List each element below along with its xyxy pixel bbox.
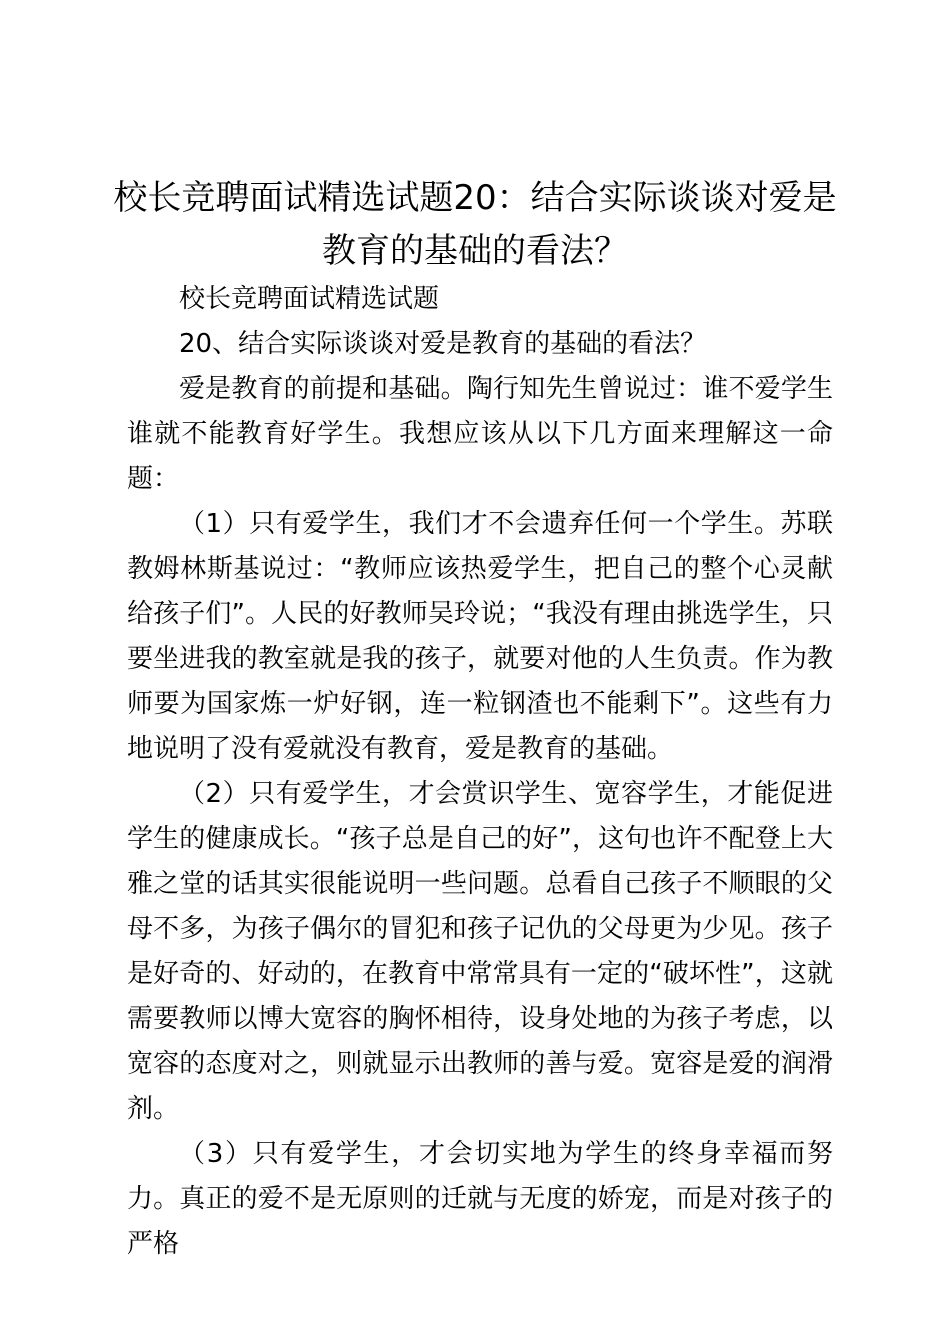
body-paragraph: 爱是教育的前提和基础。陶行知先生曾说过：谁不爱学生谁就不能教育好学生。我想应该从以下几方面来理解这一命题： bbox=[127, 374, 833, 494]
body-paragraph: 校长竞聘面试精选试题 bbox=[179, 284, 440, 314]
body-paragraph: （3）只有爱学生，才会切实地为学生的终身幸福而努力。真正的爱不是无原则的迁就与无度的娇宠，而是对孩子的严格 bbox=[127, 1139, 833, 1259]
body-paragraph: 20、结合实际谈谈对爱是教育的基础的看法？ bbox=[179, 329, 707, 359]
body-paragraph: （1）只有爱学生，我们才不会遗弃任何一个学生。苏联教姆林斯基说过：“教师应该热爱学生，把自己的整个心灵献给孩子们”。人民的好教师吴玲说；“我没有理由挑选学生，只要坐进我的教室就是我的孩子，就要对他的人生负责。作为教师要为国家炼一炉好钢，连一粒钢渣也不能剩下”。这些有力地说明了没有爱就没有教育，爱是教育的基础。 bbox=[127, 509, 833, 764]
document-title: 校长竞聘面试精选试题20：结合实际谈谈对爱是教育的基础的看法？ bbox=[113, 178, 837, 271]
document-body bbox=[127, 277, 833, 1267]
body-paragraph: （2）只有爱学生，才会赏识学生、宽容学生，才能促进学生的健康成长。“孩子总是自己的好”，这句也许不配登上大雅之堂的话其实很能说明一些问题。总看自己孩子不顺眼的父母不多，为孩子偶尔的冒犯和孩子记仇的父母更为少见。孩子是好奇的、好动的，在教育中常常具有一定的“破坏性”，这就需要教师以博大宽容的胸怀相待，设身处地的为孩子考虑，以宽容的态度对之，则就显示出教师的善与爱。宽容是爱的润滑剂。 bbox=[127, 779, 833, 1124]
